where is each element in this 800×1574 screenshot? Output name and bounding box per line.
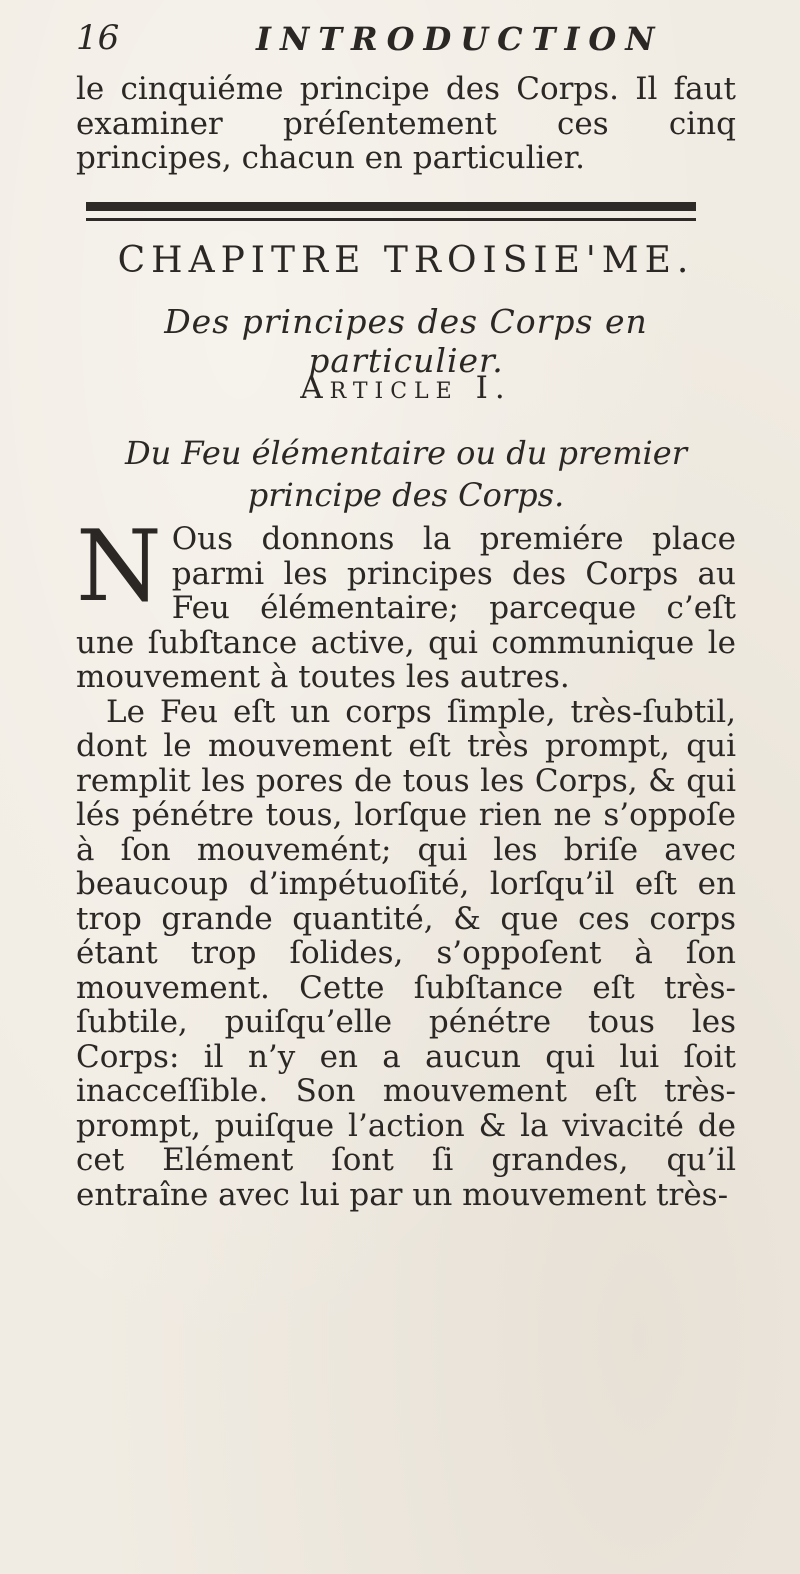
body-paragraph-1-text: Ous donnons la premiére place parmi les principes des Corps au Feu élémentaire; parceque c’eſt une ſubſtance active, qui communique le mouvement à toutes les autres. — [76, 521, 736, 695]
ornamental-rule — [86, 202, 696, 230]
page-header — [76, 18, 726, 62]
body-paragraph-1 — [76, 510, 736, 695]
running-head: INTRODUCTION — [256, 20, 664, 58]
body-paragraph-2: Le Feu eſt un corps ſimple, très-ſubtil, dont le mouvement eſt très prompt, qui remplit les pores de tous les Corps, & qui lés pénétre tous, lorſque rien ne s’oppoſe à ſon mouvemént; qui les briſe avec beaucoup d’impétuoſité, lorſqu’il eſt en trop grande quantité, & que ces corps étant trop ſolides, s’oppoſent à ſon mouvement. Cette ſubſtance eſt très-ſubtile, puiſqu’elle pénétre tous les Corps: il n’y en a aucun qui lui ſoit inacceſſible. Son mouvement eſt très-prompt, puiſque l’action & la vivacité de cet Elément ſont ſi grandes, qu’il entraîne avec lui par un mouvement très- — [76, 693, 736, 1213]
chapter-title: CHAPITRE TROISIE'ME. — [117, 240, 695, 281]
intro-text: le cinquiéme principe des Corps. Il faut examiner préſentement ces cinq principes, chacun en particulier. — [76, 71, 736, 176]
rule-thin-line — [86, 218, 696, 221]
section-title: Du Feu élémentaire ou du premier principe des Corps. — [124, 434, 688, 514]
body-text — [76, 510, 736, 1213]
rule-thick-line — [86, 202, 696, 211]
drop-cap: N — [76, 510, 162, 624]
intro-paragraph — [76, 72, 736, 176]
page-number: 16 — [76, 18, 120, 58]
article-title: Article I. — [300, 370, 512, 406]
chapter-subtitle: Des principes des Corps en particulier. — [164, 302, 648, 380]
